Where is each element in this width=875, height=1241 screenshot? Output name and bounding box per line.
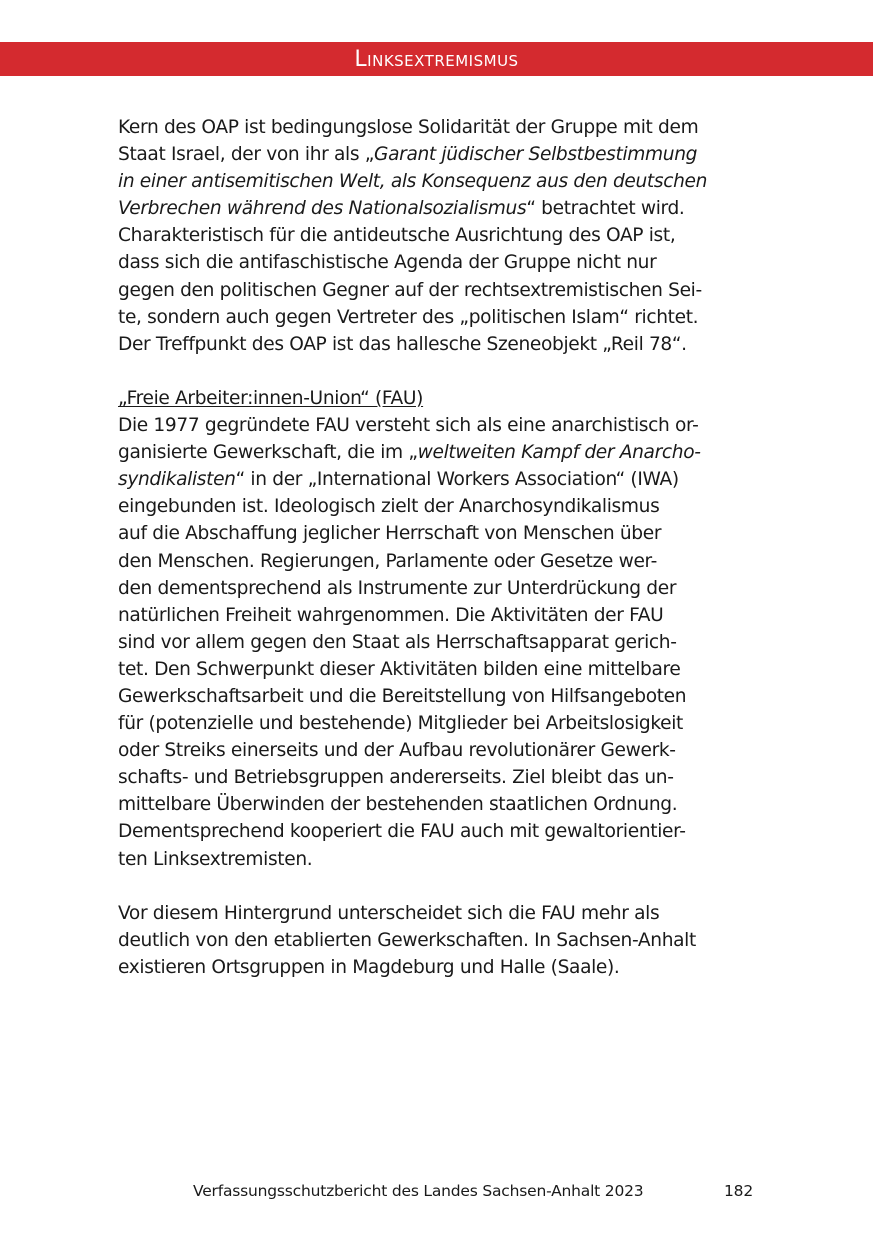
text-line: te, sondern auch gegen Vertreter des „politischen Islam“ richtet. xyxy=(118,306,699,328)
text-line: existieren Ortsgruppen in Magdeburg und Halle (Saale). xyxy=(118,956,620,978)
quote-italic: Verbrechen während des Nationalsozialismus xyxy=(118,198,527,220)
text-line: tet. Den Schwerpunkt dieser Aktivitäten bilden eine mittelbare xyxy=(118,658,681,680)
quote-italic: syndikalisten xyxy=(118,469,236,491)
text-line: Der Treffpunkt des OAP ist das hallesche Szeneobjekt „Reil 78“. xyxy=(118,333,687,355)
text-line: Gewerkschaftsarbeit und die Bereitstellung von Hilfsangeboten xyxy=(118,685,687,707)
text-line xyxy=(118,385,758,412)
quote-italic: weltweiten Kampf der Anarcho- xyxy=(417,442,701,464)
text-line: dass sich die antifaschistische Agenda der Gruppe nicht nur xyxy=(118,252,657,274)
main-content xyxy=(118,114,758,981)
text-line: auf die Abschaffung jeglicher Herrschaft von Menschen über xyxy=(118,523,662,545)
text-line: mittelbare Überwinden der bestehenden staatlichen Ordnung. xyxy=(118,794,678,816)
page-section-title: Linksextremismus xyxy=(354,47,519,72)
text-line: gegen den politischen Gegner auf der rechtsextremistischen Sei- xyxy=(118,279,702,301)
text-line: Charakteristisch für die antideutsche Ausrichtung des OAP ist, xyxy=(118,225,676,247)
text-line: sind vor allem gegen den Staat als Herrschaftsapparat gerich- xyxy=(118,631,677,653)
text-line: ganisierte Gewerkschaft, die im „weltweiten Kampf der Anarcho- xyxy=(118,442,701,464)
paragraph-fau-context xyxy=(118,900,758,981)
footer-title: Verfassungsschutzbericht des Landes Sachsen-Anhalt 2023 xyxy=(193,1182,644,1200)
section-fau xyxy=(118,385,758,873)
text-line: deutlich von den etablierten Gewerkschaften. In Sachsen-Anhalt xyxy=(118,929,696,951)
quote-italic: in einer antisemitischen Welt, als Konsequenz aus den deutschen xyxy=(118,171,708,193)
quote-italic: Garant jüdischer Selbstbestimmung xyxy=(374,144,698,166)
text-line: Verbrechen während des Nationalsozialismus“ betrachtet wird. xyxy=(118,198,685,220)
text-line: Staat Israel, der von ihr als „Garant jüdischer Selbstbestimmung xyxy=(118,144,698,166)
section-heading: „Freie Arbeiter:innen-Union“ (FAU) xyxy=(118,387,424,409)
text-line: oder Streiks einerseits und der Aufbau revolutionärer Gewerk- xyxy=(118,740,676,762)
text-line: eingebunden ist. Ideologisch zielt der Anarchosyndikalismus xyxy=(118,496,660,518)
text-line: Vor diesem Hintergrund unterscheidet sich die FAU mehr als xyxy=(118,902,660,924)
page-number: 182 xyxy=(724,1182,753,1200)
text-line: Dementsprechend kooperiert die FAU auch mit gewaltorientier- xyxy=(118,821,686,843)
header-bar xyxy=(0,42,873,76)
text-line xyxy=(118,168,758,195)
paragraph-oap xyxy=(118,114,758,358)
text-line: Die 1977 gegründete FAU versteht sich als eine anarchistisch or- xyxy=(118,415,699,437)
text-line: den dementsprechend als Instrumente zur Unterdrückung der xyxy=(118,577,677,599)
text-line: den Menschen. Regierungen, Parlamente oder Gesetze wer- xyxy=(118,550,657,572)
text-line: syndikalisten“ in der „International Workers Association“ (IWA) xyxy=(118,469,679,491)
text-line: Kern des OAP ist bedingungslose Solidarität der Gruppe mit dem xyxy=(118,117,699,138)
paragraph-spacer xyxy=(118,873,758,900)
text-line: schafts- und Betriebsgruppen andererseits. Ziel bleibt das un- xyxy=(118,767,674,789)
text-line: ten Linksextremisten. xyxy=(118,848,313,870)
text-line: natürlichen Freiheit wahrgenommen. Die Aktivitäten der FAU xyxy=(118,604,664,626)
text-line: für (potenzielle und bestehende) Mitglieder bei Arbeitslosigkeit xyxy=(118,713,683,735)
paragraph-spacer xyxy=(118,358,758,385)
